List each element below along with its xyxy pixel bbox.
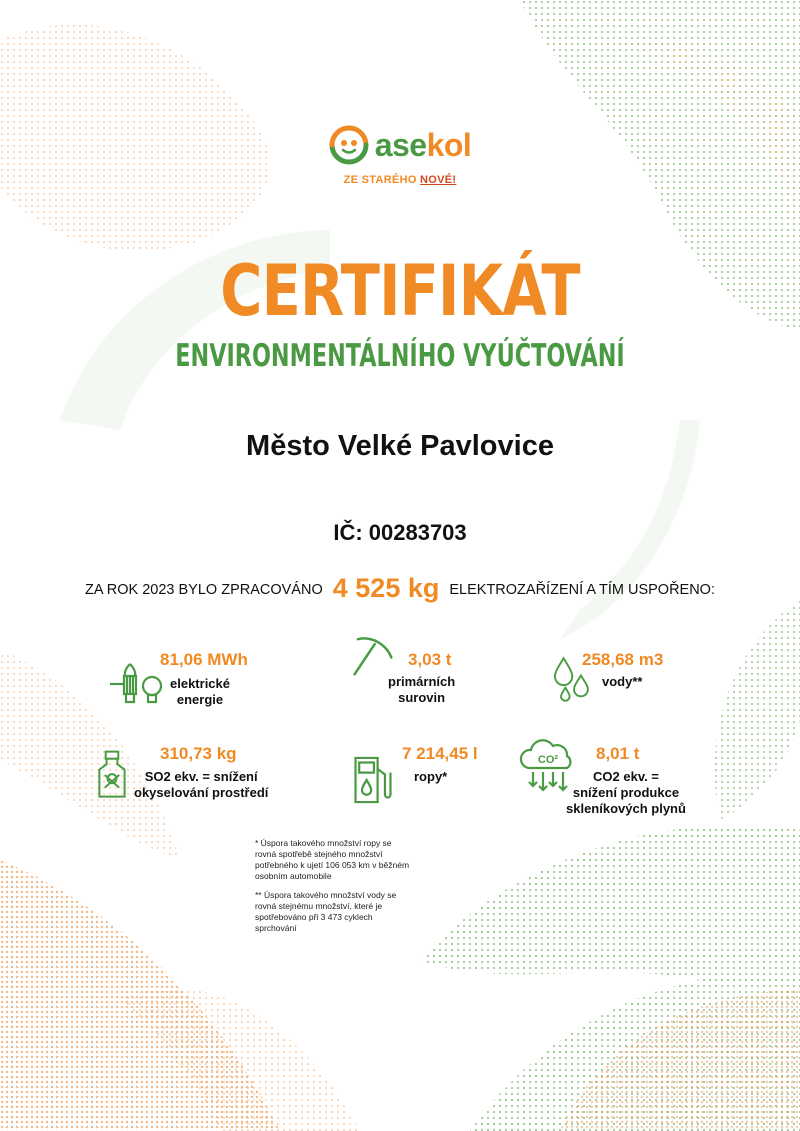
water-label: vody**	[602, 674, 643, 689]
processed-amount: 4 525 kg	[332, 573, 440, 603]
asekol-logo	[0, 125, 800, 186]
toxic-bottle-icon	[94, 748, 130, 802]
so2-label: SO2 ekv. = snížení okyselování prostředí	[134, 769, 269, 800]
co2-icon-label: CO²	[537, 754, 559, 766]
recipient-name: Město Velké Pavlovice	[246, 430, 554, 462]
processing-statement	[0, 573, 800, 604]
footnote-oil: * Úspora takového množství ropy se rovná spotřebě stejného množství potřebného k ujetí 106 053 km v běžném osobním automobile	[255, 838, 410, 881]
statement-prefix: ZA ROK 2023 BYLO ZPRACOVÁNO	[85, 582, 323, 598]
footnotes	[255, 838, 415, 942]
electricity-label: elektrické energie	[170, 676, 230, 707]
water-value: 258,68 m3	[582, 650, 664, 669]
brand-tagline: ZE STARÉHO NOVÉ!	[343, 174, 457, 186]
co2-value: 8,01 t	[596, 744, 640, 763]
company-id: IČ: 00283703	[333, 520, 467, 545]
fuel-pump-icon	[350, 752, 396, 808]
oil-label: ropy*	[414, 769, 448, 784]
light-bulbs-icon	[104, 654, 164, 714]
brand-name: asekol	[374, 126, 472, 163]
raw-materials-label: primárních surovin	[388, 674, 456, 705]
raw-materials-value: 3,03 t	[408, 650, 452, 669]
certificate-subtitle: ENVIRONMENTÁLNÍHO VYÚČTOVÁNÍ	[175, 338, 625, 374]
electricity-value: 81,06 MWh	[160, 650, 248, 669]
recycle-face-icon	[329, 125, 369, 165]
statement-suffix: ELEKTROZAŘÍZENÍ A TÍM USPOŘENO:	[449, 582, 715, 598]
oil-value: 7 214,45 l	[402, 744, 478, 763]
certificate-title: CERTIFIKÁT	[220, 250, 580, 332]
footnote-water: ** Úspora takového množství vody se rovná stejnému množství, které je spotřebováno při 3 473 cyklech sprchování	[255, 890, 397, 933]
co2-label: CO2 ekv. = snížení produkce skleníkových plynů	[566, 769, 686, 816]
so2-value: 310,73 kg	[160, 744, 237, 763]
